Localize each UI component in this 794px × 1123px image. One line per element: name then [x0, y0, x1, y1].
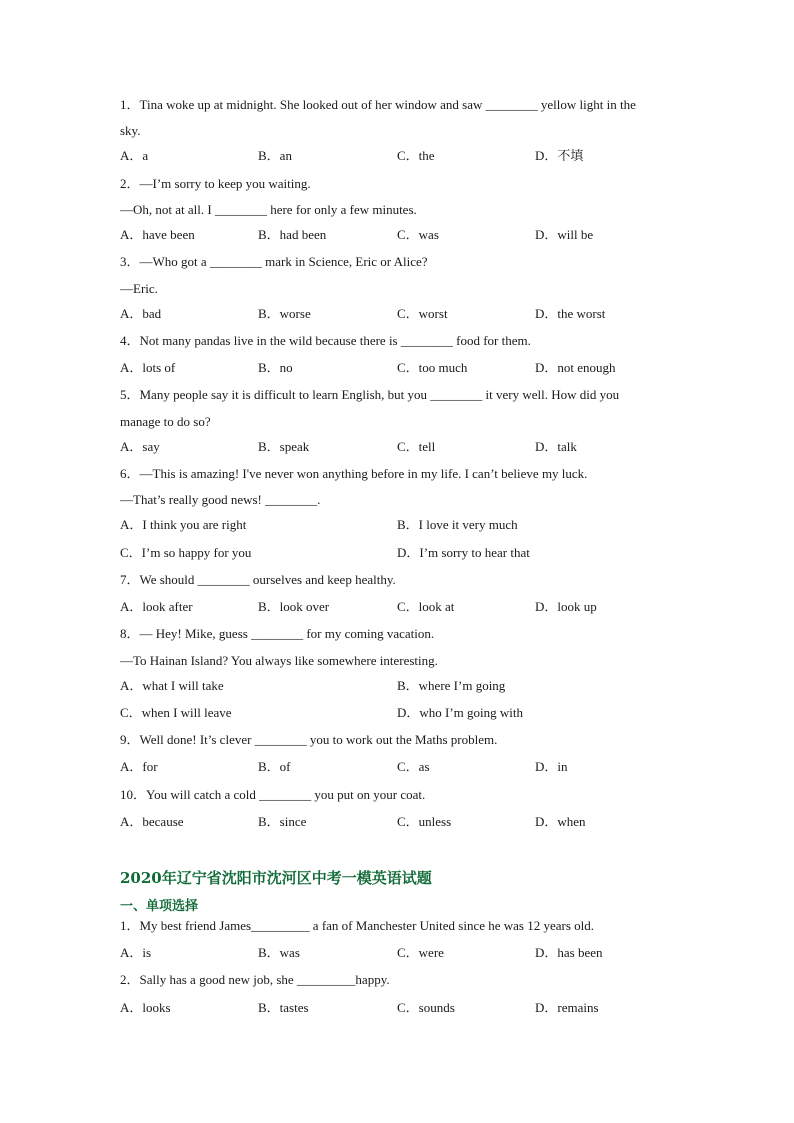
option-a: A．say [120, 439, 160, 454]
question-1-options [120, 148, 680, 164]
option-c: C．look at [397, 599, 455, 614]
option-a: A．because [120, 814, 184, 829]
option-c: C．too much [397, 360, 468, 375]
question-3-text-cont: —Eric. [120, 281, 158, 296]
option-b: B．an [258, 148, 292, 163]
option-d: D．the worst [535, 306, 606, 321]
question-2-options [120, 227, 680, 243]
option-d: D．不填 [535, 148, 584, 163]
option-a: A．a [120, 148, 149, 163]
question-9-text: 9．Well done! It’s clever ________ you to work out the Maths problem. [120, 732, 498, 747]
section-question-1-text: 1．My best friend James_________ a fan of Manchester United since he was 12 years old. [120, 918, 595, 933]
question-6-text-cont: —That’s really good news! ________. [120, 492, 321, 507]
question-5-text: 5．Many people say it is difficult to learn English, but you ________ it very well. How did you [120, 387, 620, 402]
option-a: A．for [120, 759, 158, 774]
question-5-text-cont: manage to do so? [120, 414, 211, 429]
option-c: C．as [397, 759, 430, 774]
question-7-text: 7．We should ________ ourselves and keep healthy. [120, 572, 396, 587]
question-8-text: 8．— Hey! Mike, guess ________ for my coming vacation. [120, 626, 435, 641]
section-question-2-options [120, 1000, 680, 1016]
option-d: D．in [535, 759, 568, 774]
question-10-options [120, 814, 680, 830]
option-d: D．look up [535, 599, 597, 614]
option-c: C．I’m so happy for you [120, 545, 252, 560]
option-b: B．look over [258, 599, 330, 614]
option-c: C．unless [397, 814, 452, 829]
option-b: B．had been [258, 227, 327, 242]
option-d: D．talk [535, 439, 577, 454]
question-4-options [120, 360, 680, 376]
section-heading: 一、单项选择 [120, 899, 199, 914]
option-a: A．bad [120, 306, 162, 321]
question-4-text: 4．Not many pandas live in the wild because there is ________ food for them. [120, 333, 531, 348]
question-8-options-row2 [120, 705, 680, 721]
option-d: D．not enough [535, 360, 616, 375]
option-a: A．is [120, 945, 152, 960]
option-b: B．was [258, 945, 300, 960]
option-d: D．who I’m going with [397, 705, 524, 720]
question-6-text: 6．—This is amazing! I've never won anything before in my life. I can’t believe my luck. [120, 466, 588, 481]
option-b: B．I love it very much [397, 517, 518, 532]
question-5-options [120, 439, 680, 455]
option-b: B．tastes [258, 1000, 309, 1015]
option-a: A．look after [120, 599, 193, 614]
question-1-text-cont: sky. [120, 123, 141, 138]
question-3-text: 3．—Who got a ________ mark in Science, Eric or Alice? [120, 254, 428, 269]
exam-title: 2020年辽宁省沈阳市沈河区中考一模英语试题 [120, 869, 432, 887]
question-8-text-cont: —To Hainan Island? You always like somewhere interesting. [120, 653, 438, 668]
option-d: D．remains [535, 1000, 599, 1015]
question-6-options-row1 [120, 517, 680, 533]
option-a: A．lots of [120, 360, 176, 375]
option-c: C．sounds [397, 1000, 455, 1015]
question-6-options-row2 [120, 545, 680, 561]
question-1-text: 1．Tina woke up at midnight. She looked out of her window and saw ________ yellow light in the [120, 97, 636, 112]
option-a: A．I think you are right [120, 517, 247, 532]
option-b: B．where I’m going [397, 678, 506, 693]
option-c: C．was [397, 227, 439, 242]
question-10-text: 10．You will catch a cold ________ you put on your coat. [120, 787, 426, 802]
option-d: D．when [535, 814, 586, 829]
option-a: A．have been [120, 227, 195, 242]
option-b: B．speak [258, 439, 310, 454]
option-d: D．has been [535, 945, 603, 960]
section-question-2-text: 2．Sally has a good new job, she _________happy. [120, 972, 390, 987]
question-8-options-row1 [120, 678, 680, 694]
question-7-options [120, 599, 680, 615]
option-a: A．what I will take [120, 678, 224, 693]
section-question-1-options [120, 945, 680, 961]
option-b: B．of [258, 759, 291, 774]
question-2-text-cont: —Oh, not at all. I ________ here for only a few minutes. [120, 202, 417, 217]
option-d: D．will be [535, 227, 594, 242]
option-c: C．tell [397, 439, 436, 454]
question-2-text: 2．—I’m sorry to keep you waiting. [120, 176, 311, 191]
option-b: B．no [258, 360, 293, 375]
option-c: C．the [397, 148, 435, 163]
option-c: C．worst [397, 306, 448, 321]
question-9-options [120, 759, 680, 775]
option-d: D．I’m sorry to hear that [397, 545, 530, 560]
option-b: B．worse [258, 306, 311, 321]
option-a: A．looks [120, 1000, 171, 1015]
option-b: B．since [258, 814, 307, 829]
option-c: C．when I will leave [120, 705, 232, 720]
option-c: C．were [397, 945, 444, 960]
question-3-options [120, 306, 680, 322]
